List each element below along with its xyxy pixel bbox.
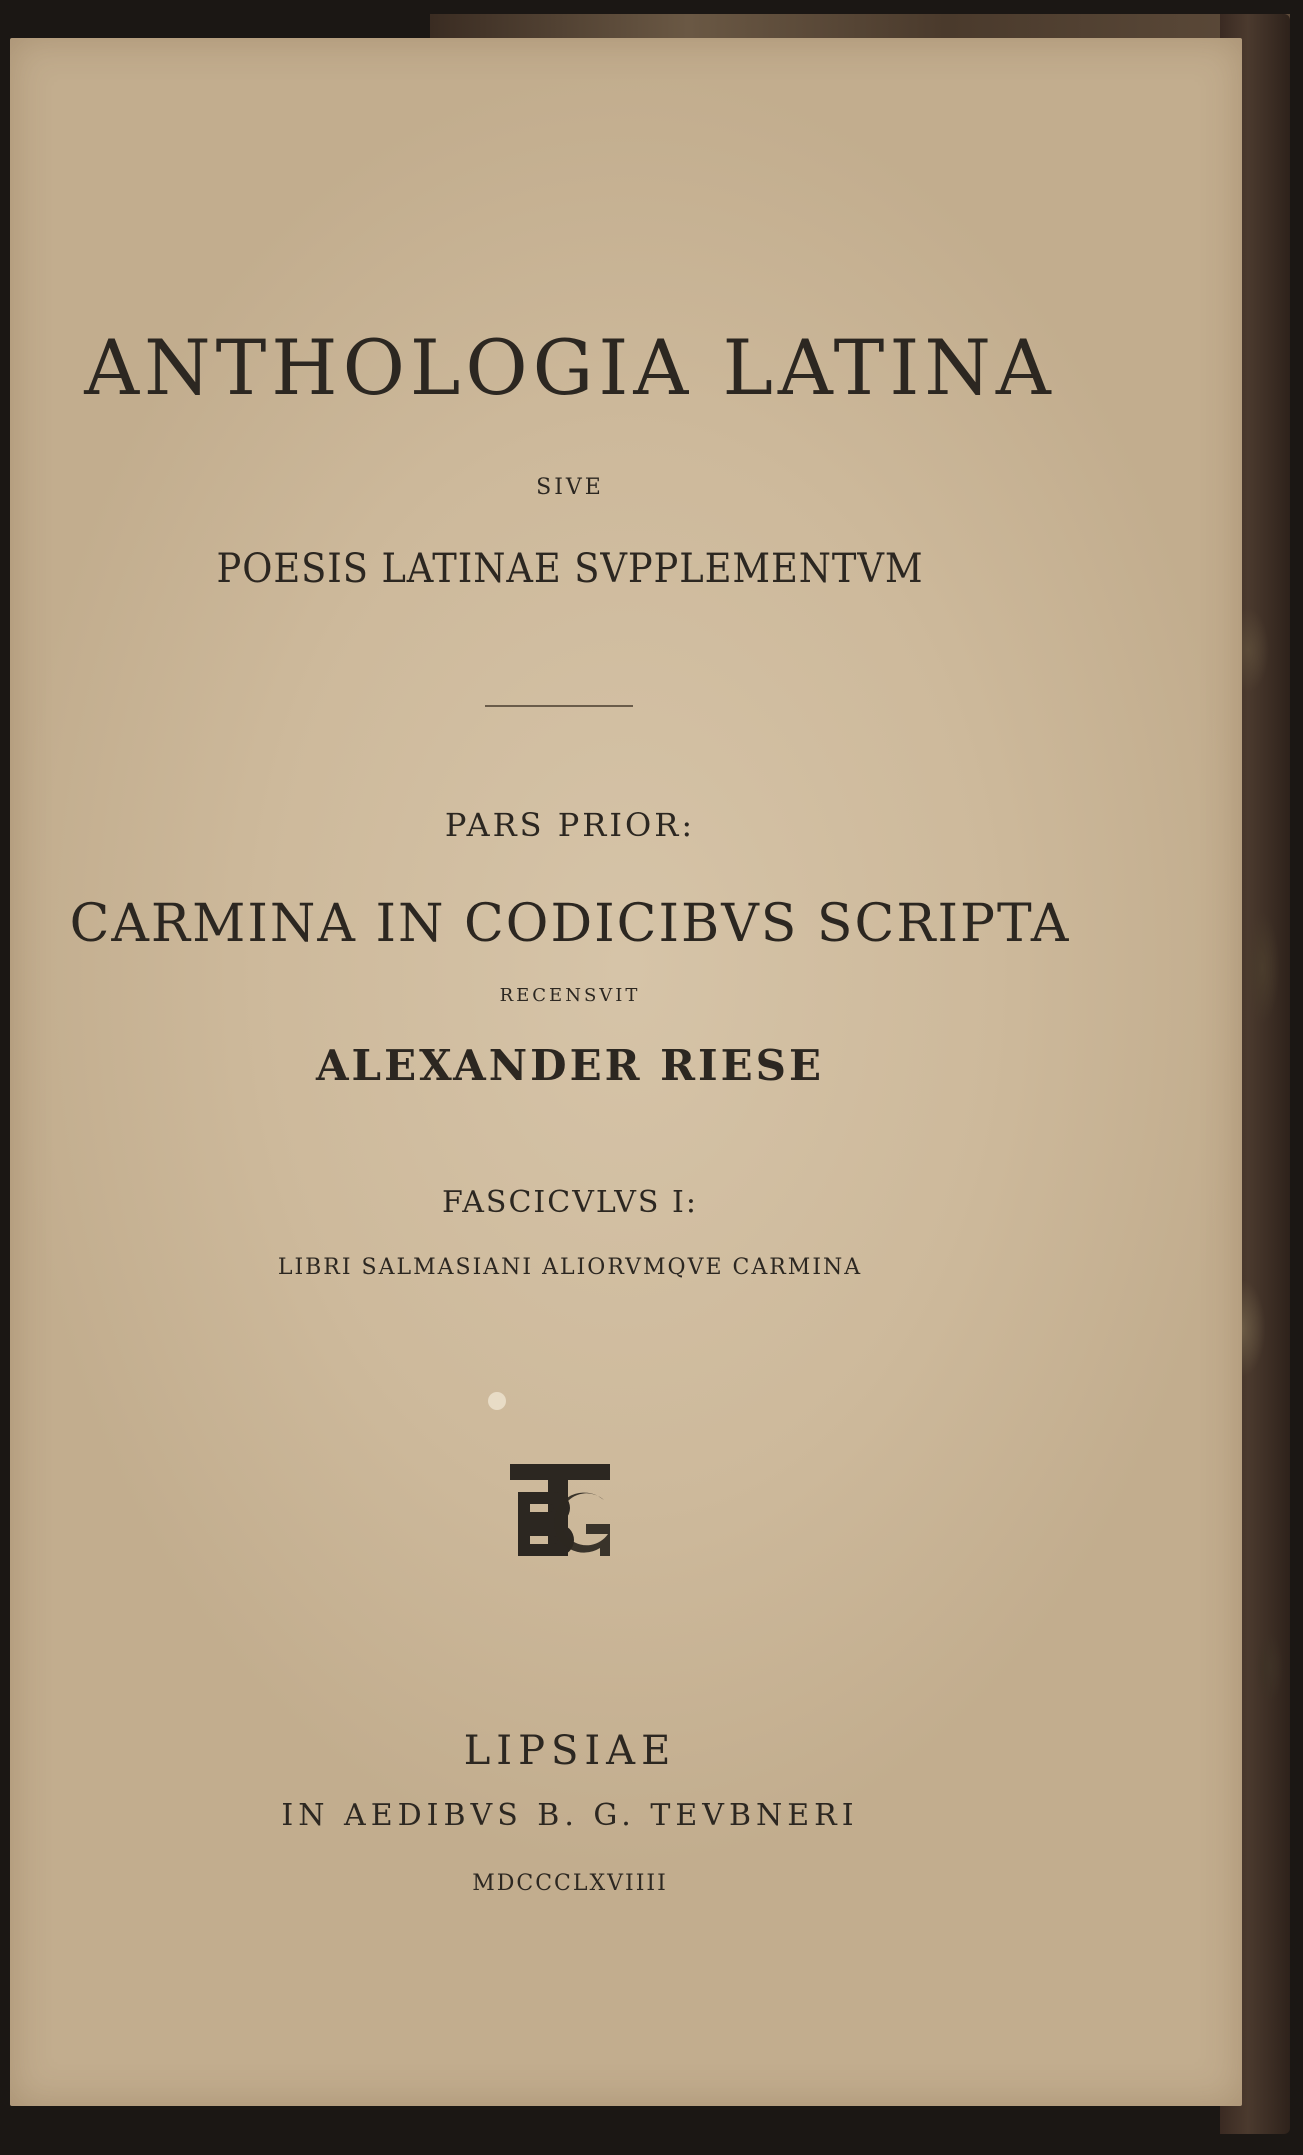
author-name: ALEXANDER RIESE — [315, 1041, 825, 1090]
paper-blemish — [488, 1392, 506, 1410]
edited-by-label: RECENSVIT — [499, 985, 641, 1006]
book-subtitle: POESIS LATINAE SVPPLEMENTVM — [216, 546, 924, 592]
part-label: PARS PRIOR: — [444, 806, 696, 844]
title-page — [10, 38, 1242, 2106]
publisher: IN AEDIBVS B. G. TEVBNERI — [281, 1798, 859, 1833]
fascicle-label: FASCICVLVS I: — [442, 1185, 698, 1220]
title-page-content — [10, 38, 1130, 2106]
divider-rule — [485, 705, 633, 707]
title-conjunction: SIVE — [536, 475, 604, 500]
publication-year: MDCCCLXVIIII — [472, 1871, 668, 1896]
teubner-printer-mark-icon — [508, 1460, 612, 1560]
fascicle-title: LIBRI SALMASIANI ALIORVMQVE CARMINA — [277, 1255, 863, 1280]
book-title: ANTHOLOGIA LATINA — [84, 323, 1056, 412]
publication-place: LIPSIAE — [463, 1728, 677, 1774]
part-title: CARMINA IN CODICIBVS SCRIPTA — [69, 894, 1071, 954]
